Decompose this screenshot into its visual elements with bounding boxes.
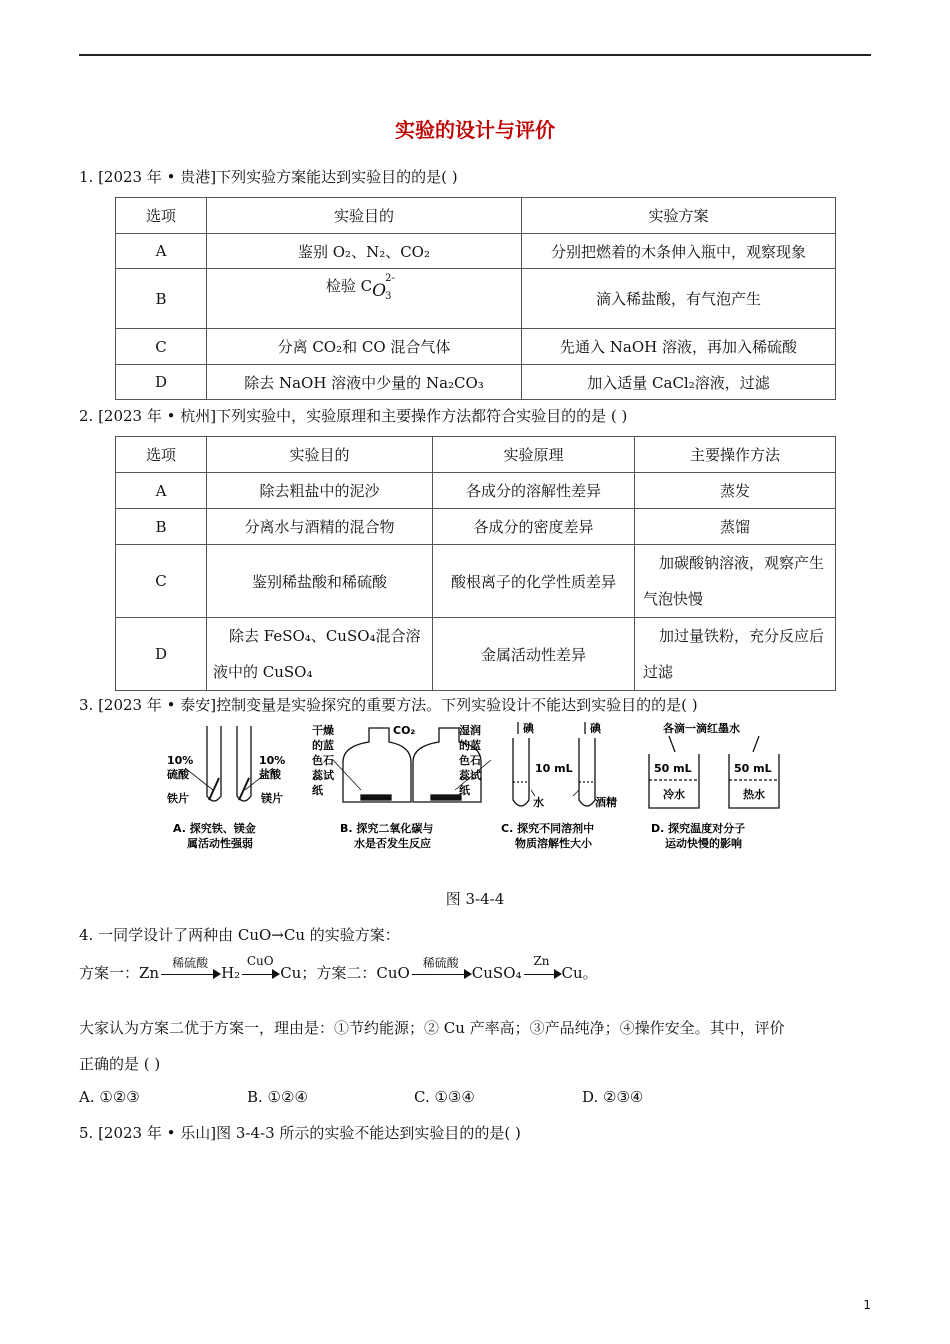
litmus-paper-2 [431, 795, 461, 800]
pointer [333, 760, 361, 790]
fig-d-label: 50 mL [654, 762, 692, 775]
fig-b-gas: CO₂ [393, 724, 416, 737]
fig-c-label: 水 [533, 796, 544, 809]
q4-prompt: 正确的是 ( ) [79, 1055, 161, 1073]
q1-cell: A [116, 234, 207, 269]
fig-a-label: 10% [259, 754, 286, 767]
fig-c-label: 碘 [590, 722, 601, 735]
fig-b-label: 蕊试 [312, 769, 334, 782]
arrow-reagent: Zn [533, 954, 550, 968]
q1-stem: 1. [2023 年 • 贵港]下列实验方案能达到实验目的的是( ) [79, 168, 458, 186]
q2-cell: 各成分的密度差异 [433, 509, 635, 545]
q1-cell: 鉴别 O₂、N₂、CO₂ [207, 234, 522, 269]
fig-a-label: 盐酸 [259, 768, 281, 781]
fig-a-label: 铁片 [167, 792, 189, 805]
q1-cell: 加入适量 CaCl₂溶液，过滤 [522, 365, 836, 400]
fig-a-caption: A. 探究铁、镁金 [173, 822, 256, 835]
q3-stem: 3. [2023 年 • 泰安]控制变量是实验探究的重要方法。下列实验设计不能达到实验目的的是( ) [79, 696, 698, 714]
q1-cell: B [116, 269, 207, 329]
fig-d-caption: D. 探究温度对分子 [651, 822, 746, 835]
q4-text: Cu。 [561, 964, 598, 982]
q2-cell: 除去粗盐中的泥沙 [207, 473, 433, 509]
fig-b-label: 干燥 [312, 724, 334, 737]
q4-schemes [79, 954, 598, 983]
figure-caption: 图 3-4-4 [445, 890, 505, 908]
fig-b-label: 纸 [459, 784, 470, 797]
fig-b-label: 的蓝 [312, 739, 334, 752]
q4-stem: 4. 一同学设计了两种由 CuO→Cu 的实验方案： [79, 926, 400, 944]
header-rule [79, 54, 871, 56]
q1-header: 选项 [116, 198, 207, 234]
experiment-figure [155, 720, 795, 860]
q1-cell: 先通入 NaOH 溶液，再加入稀硫酸 [522, 329, 836, 365]
q1-header: 实验方案 [522, 198, 836, 234]
fig-c-caption: C. 探究不同溶剂中 [501, 822, 595, 835]
fig-a-label: 镁片 [261, 792, 283, 805]
q2-cell: B [116, 509, 207, 545]
fig-b-caption: B. 探究二氧化碳与 [340, 822, 434, 835]
iron-strip [209, 778, 219, 800]
fig-c-caption: 物质溶解性大小 [515, 837, 592, 850]
fig-a-label: 硫酸 [167, 768, 189, 781]
q2-cell: 除去 FeSO₄、CuSO₄混合溶液中的 CuSO₄ [207, 618, 433, 691]
q1-cell: 滴入稀盐酸，有气泡产生 [522, 269, 836, 329]
q2-cell: 加过量铁粉，充分反应后过滤 [635, 618, 836, 691]
fig-d-label: 各滴一滴红墨水 [663, 722, 740, 735]
fig-d-label: 冷水 [663, 788, 685, 801]
ion-base: O [372, 281, 387, 301]
q4-text: H₂ [221, 964, 241, 982]
fig-b-label: 蕊试 [459, 769, 481, 782]
q4-text: Cu；方案二：CuO [280, 964, 410, 982]
arrow-reagent: CuO [246, 954, 274, 968]
fig-b-caption: 水是否发生反应 [354, 837, 431, 850]
q1-header: 实验目的 [207, 198, 522, 234]
reaction-arrow [159, 956, 221, 982]
fig-d-label: 50 mL [734, 762, 772, 775]
q1-cell-carbonate [207, 269, 522, 329]
q2-cell: 金属活动性差异 [433, 618, 635, 691]
q1-text: 检验 C [325, 277, 373, 295]
option-d: D. ②③④ [582, 1088, 644, 1106]
fig-c-label: 酒精 [595, 796, 617, 809]
fig-b-label: 湿润 [459, 724, 481, 737]
q4-text: 方案一：Zn [79, 964, 160, 982]
dropper [753, 736, 759, 752]
carbonate-ion [372, 275, 402, 301]
q2-cell: 分离水与酒精的混合物 [207, 509, 433, 545]
test-tube-4 [579, 738, 595, 806]
q2-cell: 蒸馏 [635, 509, 836, 545]
gas-bottle-1 [343, 728, 411, 802]
q1-table [115, 197, 836, 400]
q1-cell: C [116, 329, 207, 365]
q2-header: 选项 [116, 437, 207, 473]
reaction-arrow [522, 954, 562, 982]
fig-a-label: 10% [167, 754, 194, 767]
pointer [185, 768, 213, 790]
q2-cell: 加碳酸钠溶液，观察产生气泡快慢 [635, 545, 836, 618]
fig-b-label: 的蓝 [459, 739, 481, 752]
litmus-paper-1 [361, 795, 391, 800]
magnesium-strip [239, 778, 249, 800]
q4-reason: 大家认为方案二优于方案一，理由是：①节约能源；② Cu 产率高；③产品纯净；④操作安全。其中，评价 [79, 1019, 785, 1037]
q2-table [115, 436, 836, 691]
q5-stem: 5. [2023 年 • 乐山]图 3-4-3 所示的实验不能达到实验目的的是( ) [79, 1124, 521, 1142]
fig-d-caption: 运动快慢的影响 [665, 837, 742, 850]
reaction-arrow [410, 956, 472, 982]
ion-sup: 2- [385, 273, 395, 284]
q2-header: 实验原理 [433, 437, 635, 473]
option-c: C. ①③④ [414, 1088, 475, 1106]
reaction-arrow [240, 954, 280, 982]
ion-sub: 3 [385, 291, 392, 302]
fig-b-label: 色石 [312, 754, 334, 767]
q2-header: 主要操作方法 [635, 437, 836, 473]
q2-cell: 鉴别稀盐酸和稀硫酸 [207, 545, 433, 618]
page-number: 1 [863, 1298, 871, 1312]
q2-cell: 各成分的溶解性差异 [433, 473, 635, 509]
arrow-reagent: 稀硫酸 [172, 956, 209, 970]
q2-stem: 2. [2023 年 • 杭州]下列实验中，实验原理和主要操作方法都符合实验目的的是 ( ) [79, 407, 628, 425]
q1-cell: 除去 NaOH 溶液中少量的 Na₂CO₃ [207, 365, 522, 400]
fig-c-label: 碘 [523, 722, 534, 735]
dropper [669, 736, 675, 752]
option-b: B. ①②④ [247, 1088, 308, 1106]
test-tube-3 [513, 738, 529, 806]
fig-c-label: 10 mL [535, 762, 573, 775]
q4-text: CuSO₄ [471, 964, 522, 982]
q2-cell: 蒸发 [635, 473, 836, 509]
fig-a-caption: 属活动性强弱 [187, 837, 253, 850]
pointer [573, 790, 579, 796]
fig-d-label: 热水 [743, 788, 765, 801]
q1-cell: 分别把燃着的木条伸入瓶中，观察现象 [522, 234, 836, 269]
q2-cell: A [116, 473, 207, 509]
q2-cell: 酸根离子的化学性质差异 [433, 545, 635, 618]
q2-cell: D [116, 618, 207, 691]
arrow-reagent: 稀硫酸 [422, 956, 459, 970]
fig-b-label: 纸 [312, 784, 323, 797]
page-title: 实验的设计与评价 [395, 118, 555, 142]
q2-cell: C [116, 545, 207, 618]
q1-cell: D [116, 365, 207, 400]
q2-header: 实验目的 [207, 437, 433, 473]
fig-b-label: 色石 [459, 754, 481, 767]
option-a: A. ①②③ [79, 1088, 140, 1106]
q1-cell: 分离 CO₂和 CO 混合气体 [207, 329, 522, 365]
